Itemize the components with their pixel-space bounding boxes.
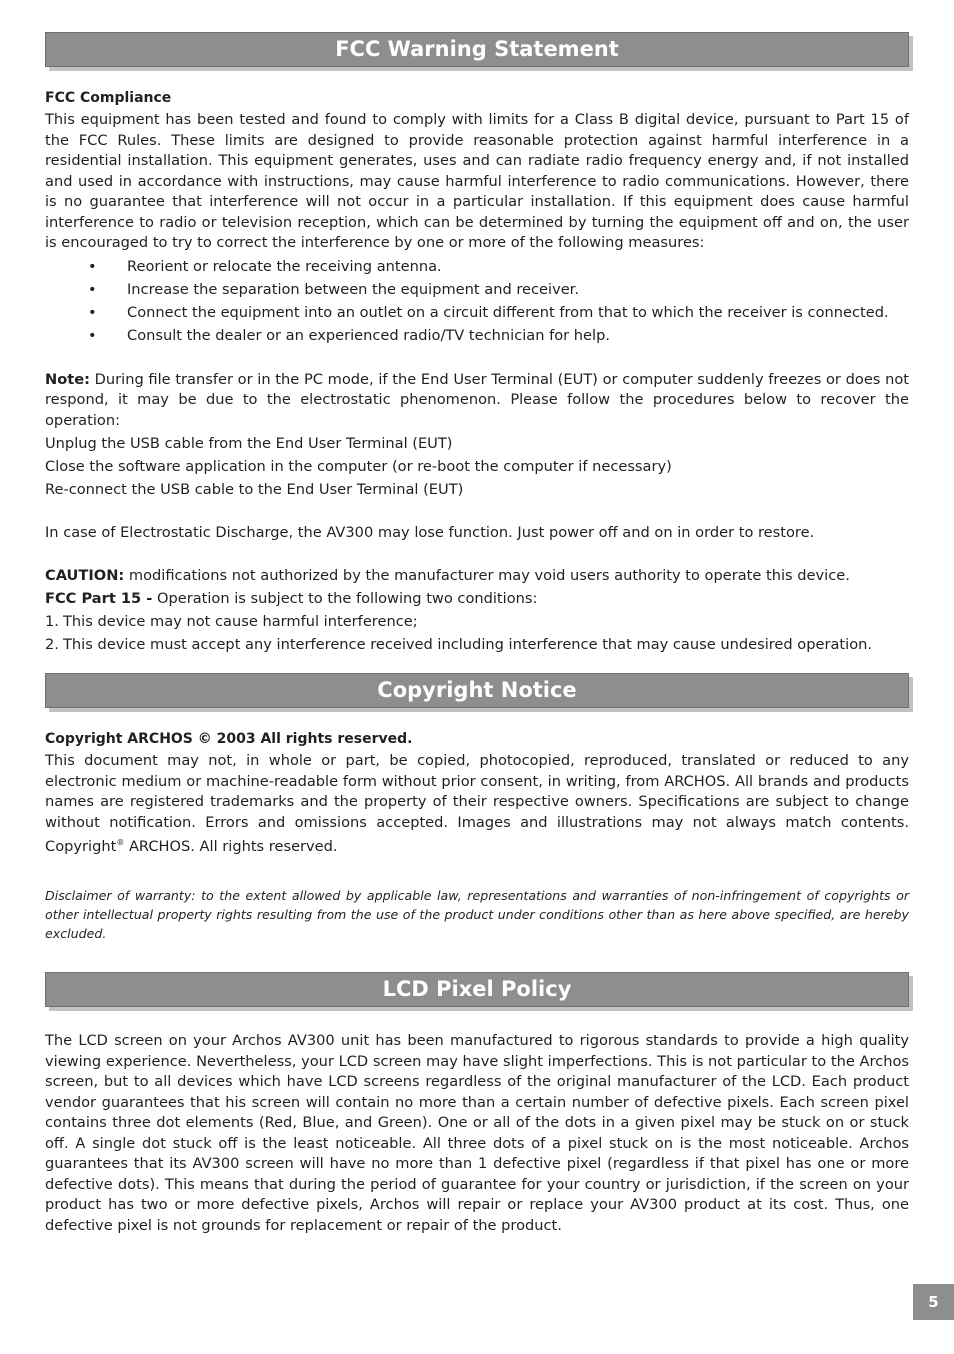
list-item: 2. This device must accept any interference received including interference that may cause undesired operation. — [45, 635, 909, 656]
note-paragraph: Note: During file transfer or in the PC mode, if the End User Terminal (EUT) or computer suddenly freezes or does not respond, it may be due to the electrostatic phenomenon. Please follow the procedures below to recover the operation: — [45, 370, 909, 429]
list-item: • Increase the separation between the equipment and receiver. — [45, 280, 909, 301]
list-number: 2. — [45, 636, 59, 653]
page-number: 5 — [913, 1284, 954, 1320]
recovery-step: Close the software application in the computer (or re-boot the computer if necessary) — [45, 457, 672, 475]
part15-paragraph: FCC Part 15 - Operation is subject to the following two conditions: — [45, 590, 538, 607]
bullet-icon: • — [88, 303, 97, 321]
fcc-intro-paragraph: This equipment has been tested and found to comply with limits for a Class B digital device, pursuant to Part 15 of the FCC Rules. These limits are designed to provide reasonable protection against harmful interference in a residential installation. This equipment generates, uses and can radiate radio frequency energy and, if not installed and used in accordance with instructions, may cause harmful interference to radio communications. However, there is no guarantee that interference will not occur in a particular installation. If this equipment does cause harmful interference to radio or television reception, which can be determined by turning the equipment off and on, the user is encouraged to try to correct the interference by one or more of the following measures: — [45, 111, 909, 251]
bullet-icon: • — [88, 326, 97, 344]
list-number: 1. — [45, 613, 59, 630]
lcd-section-banner — [45, 972, 909, 1007]
list-item: • Connect the equipment into an outlet on a circuit different from that to which the receiver is connected. — [45, 303, 909, 324]
fcc-section-title: FCC Warning Statement — [335, 37, 619, 61]
list-item: • Reorient or relocate the receiving antenna. — [45, 257, 909, 278]
lcd-section-title: LCD Pixel Policy — [382, 977, 572, 1002]
disclaimer-paragraph: Disclaimer of warranty: to the extent allowed by applicable law, representations and warranties of non-infringement of copyrights or other intellectual property rights resulting from the use of the product under conditions other than as here above specified, are hereby excluded. — [45, 888, 909, 942]
copyright-section-banner — [45, 673, 909, 708]
list-item: • Consult the dealer or an experienced radio/TV technician for help. — [45, 326, 909, 347]
note-label: Note: — [45, 370, 90, 388]
fcc-section-banner — [45, 32, 909, 67]
caution-label: CAUTION: — [45, 567, 125, 584]
bullet-icon: • — [88, 257, 97, 275]
copyright-section-title: Copyright Notice — [377, 678, 577, 702]
esd-paragraph: In case of Electrostatic Discharge, the AV300 may lose function. Just power off and on in order to restore. — [45, 523, 815, 541]
document-page — [45, 32, 909, 1236]
lcd-policy-paragraph: The LCD screen on your Archos AV300 unit has been manufactured to rigorous standards to provide a high quality viewing experience. Nevertheless, your LCD screen may have slight imperfections. This is not particular to the Archos screen, but to all devices which have LCD screens regardless of the original manufacturer of the LCD. Each product vendor guarantees that his screen will contain no more than a certain number of defective pixels. Each screen pixel contains three dot elements (Red, Blue, and Green). One or all of the dots in a given pixel may be stuck on or stuck off. A single dot stuck off is the least noticeable. All three dots of a pixel stuck on is the most noticeable. Archos guarantees that its AV300 screen will have no more than 1 defective pixel (regardless if that pixel has one or more defective dots). This means that during the period of guarantee for your country or jurisdiction, if the screen on your product has two or more defective pixels, Archos will repair or replace your AV300 product at its cost. Thus, one defective pixel is not grounds for replacement or repair of the product. — [45, 1032, 909, 1234]
list-item: 1. This device may not cause harmful interference; — [45, 612, 909, 633]
recovery-step: Unplug the USB cable from the End User Terminal (EUT) — [45, 434, 453, 452]
bullet-icon: • — [88, 280, 97, 298]
copyright-heading: Copyright ARCHOS © 2003 All rights reserved. — [45, 731, 413, 747]
copyright-paragraph: This document may not, in whole or part, be copied, photocopied, reproduced, translated or reduced to any electronic medium or machine-readable form without prior consent, in writing, from ARCHOS. All brands and products names are registered trademarks and the property of their respective owners. Specifications are subject to change without notification. Errors and omissions accepted. Images and illustrations may not always match contents. Copyright® ARCHOS. All rights reserved. — [45, 752, 909, 855]
recovery-step: Re-connect the USB cable to the End User Terminal (EUT) — [45, 480, 464, 498]
fcc-compliance-heading: FCC Compliance — [45, 90, 172, 106]
part15-label: FCC Part 15 - — [45, 590, 153, 607]
fcc-measures-list — [45, 257, 909, 347]
registered-mark: ® — [116, 838, 125, 847]
caution-paragraph: CAUTION: modifications not authorized by the manufacturer may void users authority to operate this device. — [45, 567, 850, 584]
conditions-list — [45, 612, 909, 656]
